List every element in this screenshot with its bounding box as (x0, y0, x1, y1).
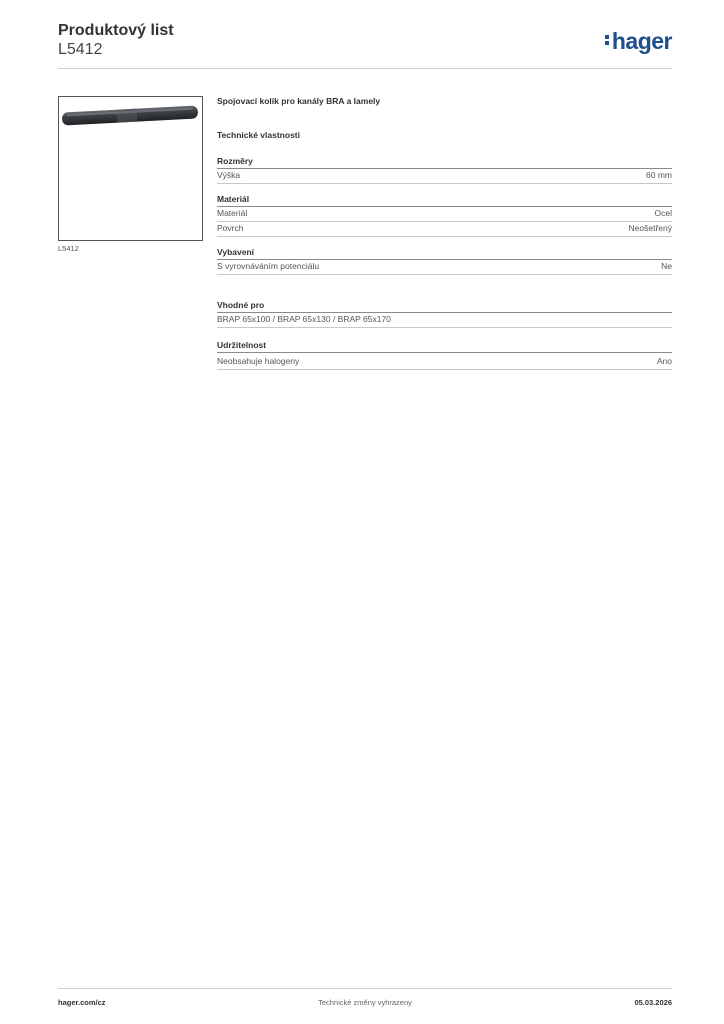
spec-row (217, 222, 672, 237)
section-heading: Technické vlastnosti (217, 130, 300, 140)
image-caption: L5412 (58, 244, 79, 253)
spec-label: Výška (217, 170, 241, 180)
logo-dots-icon (605, 33, 610, 47)
page-footer (58, 988, 672, 1009)
spec-row (217, 355, 672, 370)
spec-row (217, 207, 672, 222)
footer-notice: Technické změny vyhrazeny (318, 998, 412, 1007)
spec-value: Ano (656, 356, 672, 366)
hager-logo (605, 28, 672, 55)
website-link[interactable]: hager.com/cz (58, 998, 106, 1007)
page-header (58, 22, 672, 69)
product-image (58, 96, 203, 241)
group-title-dimensions: Rozměry (217, 156, 672, 169)
spec-label: Neobsahuje halogeny (217, 356, 300, 366)
group-title-material: Materiál (217, 194, 672, 207)
spec-row (217, 313, 672, 328)
spec-value: Ne (661, 261, 672, 271)
spec-label: S vyrovnáváním potenciálu (217, 261, 320, 271)
document-title: Produktový list (58, 22, 174, 39)
spec-label: Povrch (217, 223, 244, 233)
spec-row (217, 260, 672, 275)
group-title-suitable-for: Vhodné pro (217, 300, 672, 313)
spec-value: Ocel (654, 208, 672, 218)
product-name: Spojovací kolík pro kanály BRA a lamely (217, 96, 381, 106)
group-title-equipment: Vybavení (217, 247, 672, 260)
product-code: L5412 (58, 41, 103, 58)
spec-label: Materiál (217, 208, 248, 218)
spec-row (217, 169, 672, 184)
spec-value: 60 mm (646, 170, 672, 180)
connecting-pin-image (59, 97, 202, 240)
spec-label: BRAP 65x100 / BRAP 65x130 / BRAP 65x170 (217, 314, 391, 324)
spec-value: Neošetřený (628, 223, 672, 233)
group-title-sustainability: Udržitelnost (217, 340, 672, 353)
logo-text: hager (611, 28, 672, 54)
footer-date: 05.03.2026 (634, 998, 672, 1007)
